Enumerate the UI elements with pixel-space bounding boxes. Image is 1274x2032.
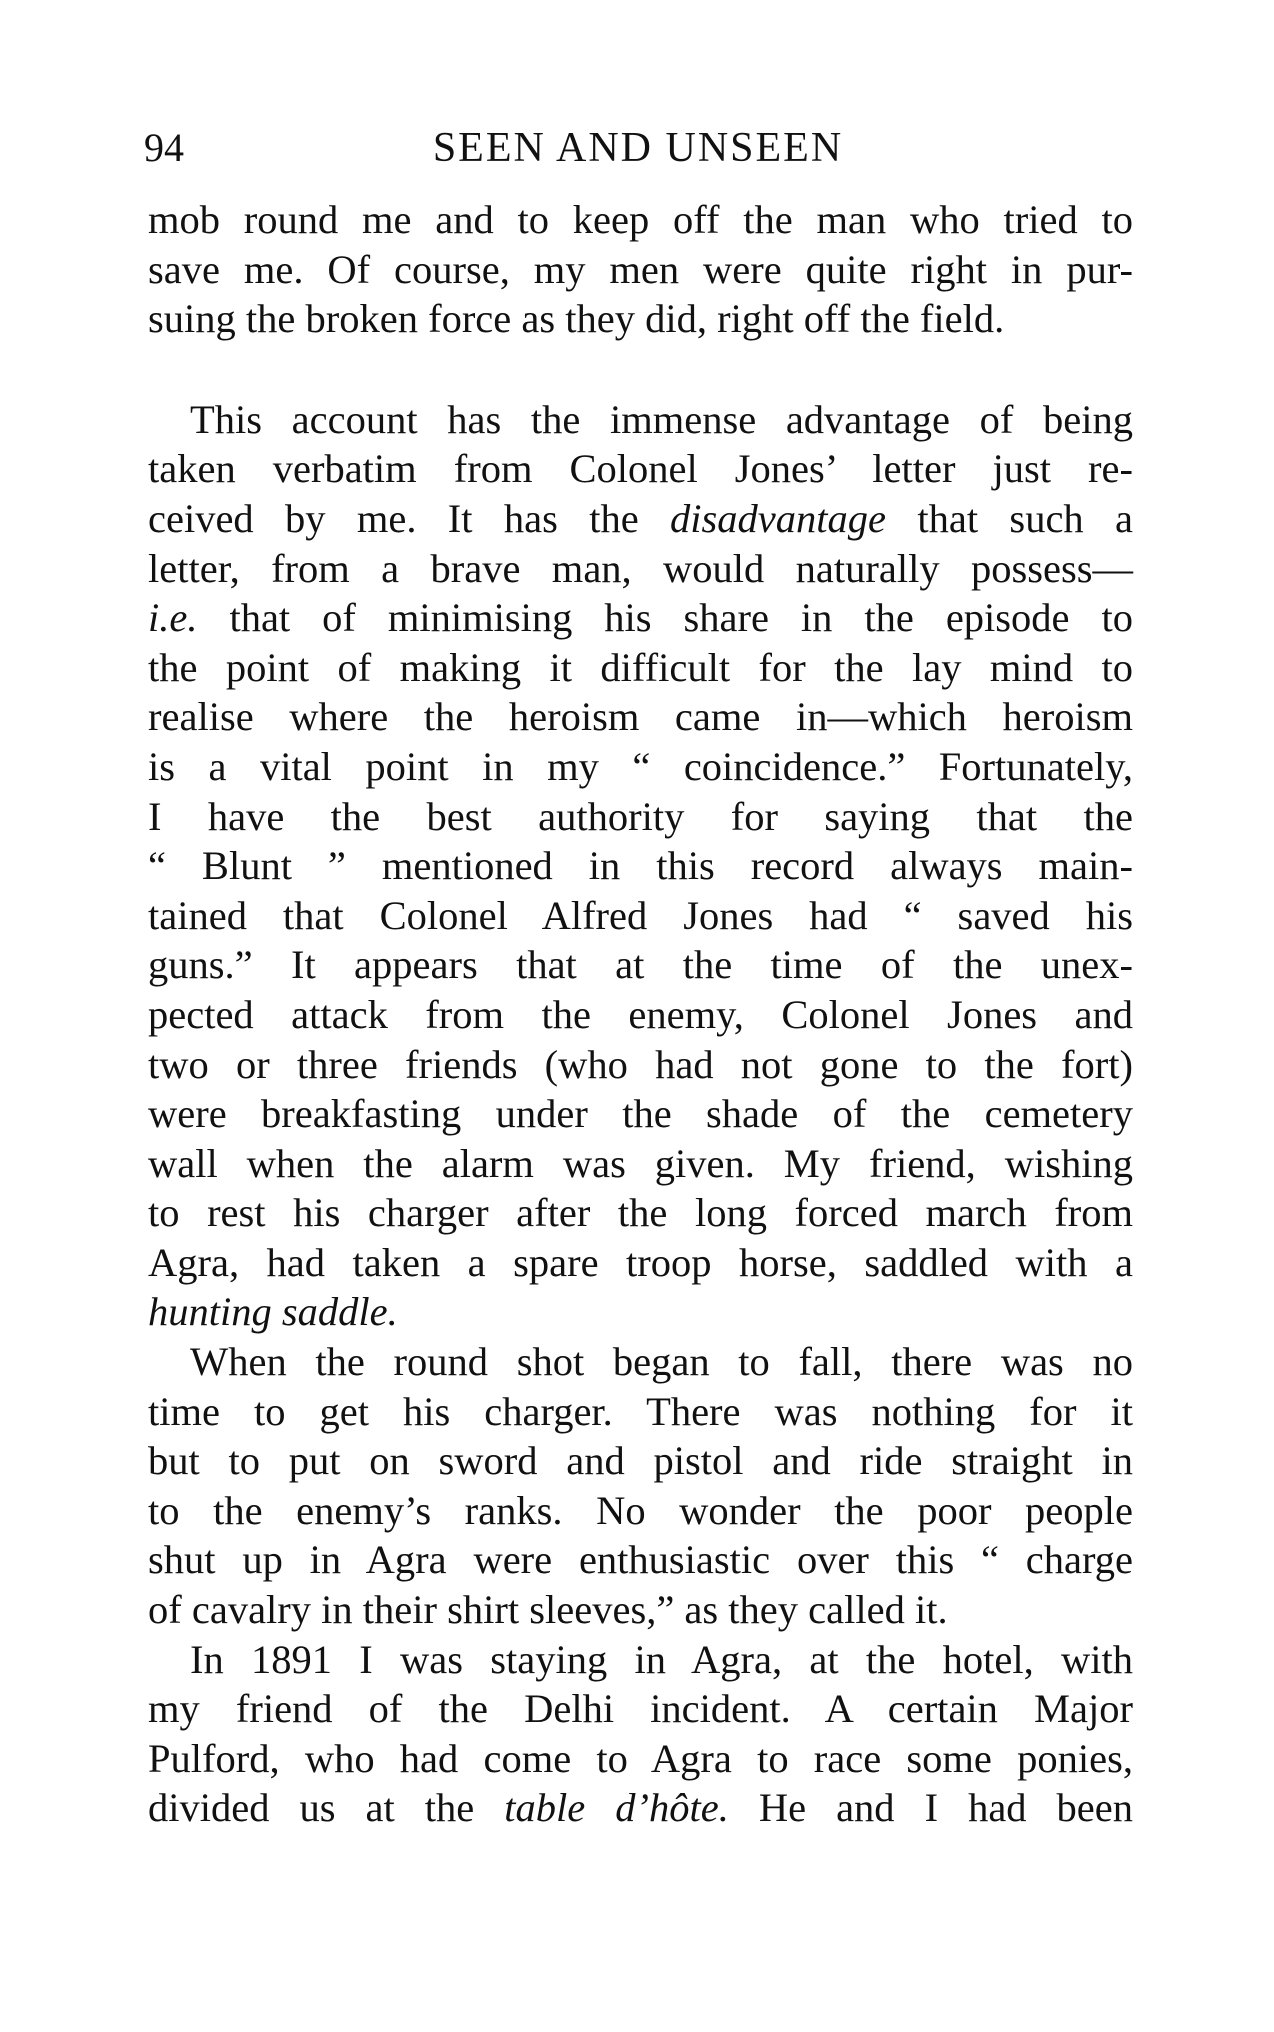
text-line [148, 1783, 1133, 1833]
text-segment: He and I had been [728, 1785, 1134, 1831]
text-line [148, 1089, 1133, 1139]
text-segment: divided us at the [148, 1785, 505, 1831]
italic-text: hunting saddle. [148, 1289, 398, 1335]
text-line [148, 1585, 1133, 1635]
text-segment: ceived by me. It has the [148, 495, 671, 541]
text-segment: Agra, had taken a spare troop horse, saddled with a [148, 1239, 1133, 1285]
text-line [148, 1337, 1133, 1387]
text-segment: my friend of the Delhi incident. A certain Major [148, 1686, 1133, 1732]
text-segment: that such a [886, 495, 1133, 541]
text-line [148, 1040, 1133, 1090]
text-line [148, 1436, 1133, 1486]
text-line [148, 1486, 1133, 1536]
paragraph [148, 1635, 1133, 1833]
text-line [148, 494, 1133, 544]
text-line [148, 1188, 1133, 1238]
text-line [148, 1635, 1133, 1685]
text-segment: that of minimising his share in the episode to [197, 595, 1133, 641]
text-line [148, 245, 1133, 295]
page-header [144, 122, 1132, 182]
text-segment: pected attack from the enemy, Colonel Jones and [148, 991, 1133, 1037]
text-segment: the point of making it difficult for the lay mind to [148, 644, 1133, 690]
text-segment: In 1891 I was staying in Agra, at the hotel, with [190, 1636, 1133, 1682]
text-line [148, 395, 1133, 445]
text-segment: suing the broken force as they did, right off the field. [148, 296, 1005, 342]
text-line [148, 1734, 1133, 1784]
text-line [148, 692, 1133, 742]
text-segment: to the enemy’s ranks. No wonder the poor people [148, 1487, 1133, 1533]
text-line [148, 742, 1133, 792]
text-segment: wall when the alarm was given. My friend, wishing [148, 1140, 1133, 1186]
text-line [148, 294, 1133, 344]
text-segment: “ Blunt ” mentioned in this record always main- [148, 843, 1133, 889]
text-segment: two or three friends (who had not gone to the fort) [148, 1041, 1133, 1087]
text-line [148, 1238, 1133, 1288]
text-line [148, 444, 1133, 494]
text-line [148, 1535, 1133, 1585]
text-segment: I have the best authority for saying that the [148, 793, 1133, 839]
text-segment: Pulford, who had come to Agra to race some ponies, [148, 1735, 1133, 1781]
text-line [148, 990, 1133, 1040]
text-segment: This account has the immense advantage of being [190, 396, 1133, 442]
paragraph [148, 395, 1133, 1337]
text-line [148, 643, 1133, 693]
text-segment: letter, from a brave man, would naturally possess— [148, 545, 1133, 591]
text-segment: guns.” It appears that at the time of the unex- [148, 942, 1133, 988]
text-line [148, 1387, 1133, 1437]
text-segment: time to get his charger. There was nothing for it [148, 1388, 1133, 1434]
text-segment: save me. Of course, my men were quite right in pur- [148, 246, 1133, 292]
text-line [148, 1684, 1133, 1734]
paragraph [148, 195, 1133, 344]
text-segment: realise where the heroism came in—which heroism [148, 694, 1133, 740]
text-segment: tained that Colonel Alfred Jones had “ saved his [148, 892, 1133, 938]
text-segment: taken verbatim from Colonel Jones’ letter just re- [148, 446, 1133, 492]
running-head: SEEN AND UNSEEN [432, 125, 844, 171]
italic-text: disadvantage [670, 495, 887, 541]
text-segment: but to put on sword and pistol and ride straight in [148, 1438, 1133, 1484]
text-line [148, 544, 1133, 594]
section-gap [148, 344, 1133, 395]
text-segment: to rest his charger after the long forced march from [148, 1190, 1133, 1236]
text-segment: shut up in Agra were enthusiastic over this “ charge [148, 1537, 1133, 1583]
text-segment: is a vital point in my “ coincidence.” Fortunately, [148, 743, 1133, 789]
italic-text: table d’hôte. [504, 1785, 729, 1831]
text-line [148, 792, 1133, 842]
text-line [148, 940, 1133, 990]
text-segment: of cavalry in their shirt sleeves,” as they called it. [148, 1587, 948, 1633]
text-line [148, 841, 1133, 891]
text-segment: When the round shot began to fall, there was no [190, 1339, 1133, 1385]
page-number: 94 [144, 125, 184, 170]
text-line [148, 195, 1133, 245]
text-segment: mob round me and to keep off the man who tried to [148, 197, 1133, 242]
text-line [148, 1139, 1133, 1189]
text-line [148, 891, 1133, 941]
text-line [148, 593, 1133, 643]
italic-text: i.e. [148, 595, 198, 641]
body-text [148, 195, 1133, 1833]
text-segment: were breakfasting under the shade of the cemetery [148, 1091, 1133, 1137]
paragraph [148, 1337, 1133, 1635]
text-line [148, 1287, 1133, 1337]
